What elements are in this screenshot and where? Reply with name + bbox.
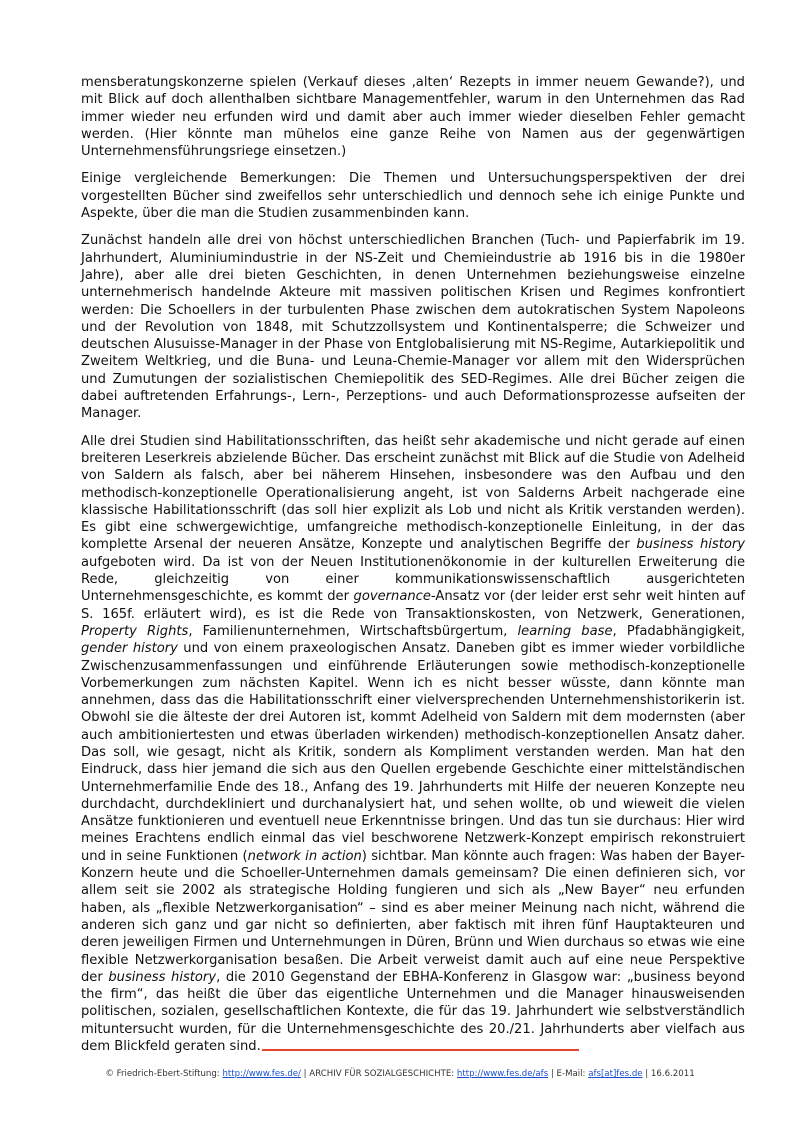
text-run: ) sichtbar. Man könnte auch fragen: Was haben der Bayer-Konzern heute und die Schoeller-Unternehmen damals gemeinsam? Die einen definieren sich, vor allem seit sie 2002 als strategische Holding fungieren und sich als „New Bayer“ neu erfunden haben, als „flexible Netzwerkorganisation“ – sind es aber meiner Meinung nach nicht, während die anderen sich ganz und gar nicht so definierten, aber faktisch mit ihren fünf Hauptakteuren und deren jeweiligen Firmen und Unternehmungen in Düren, Brünn und Wien durchaus so etwas wie eine flexible Netzwerkorganisation besaßen. Die Arbeit verweist damit auch auf eine neue Perspektive der <box>81 848 746 985</box>
text-run: Einige vergleichende Bemerkungen: Die Themen und Untersuchungsperspektiven der drei vorgestellten Bücher sind zweifellos sehr unterschiedlich und dennoch sehe ich einige Punkte und Aspekte, über die man die Studien zusammenbinden kann. <box>81 171 745 222</box>
email-link[interactable]: afs[at]fes.de <box>588 1069 643 1079</box>
italic-term: business history <box>108 969 217 985</box>
italic-term: gender history <box>81 641 178 657</box>
italic-term: governance <box>353 589 431 605</box>
text-run: Alle drei Studien sind Habilitationsschriften, das heißt sehr akademische und nicht gerade auf einen breiteren Leserkreis abzielende Bücher. Das erscheint zunächst mit Blick auf die Studie von Adelheid von Saldern als falsch, aber bei näherem Hinsehen, insbesondere was den Aufbau und den methodisch-konzeptionelle Operationalisierung angeht, ist von Salderns Arbeit nachgerade eine klassische Habilitationsschrift (das soll hier explizit als Lob und nicht als Kritik verstanden werden). Es gibt eine schwergewichtige, umfangreiche methodisch-konzeptionelle Einleitung, in der das komplette Arsenal der neueren Ansätze, Konzepte und analytischen Begriffe der <box>81 433 745 553</box>
text-run: aufgeboten wird. Da ist von der Neuen Institutionenökonomie in der kulturellen Erweiterung die Rede, gleichzeitig von einer kommunikationswissenschaftlich ausgerichteten Unternehmensgeschichte, es kommt der <box>81 554 745 605</box>
afs-website-link[interactable]: http://www.fes.de/afs <box>456 1069 549 1079</box>
text-run: -Ansatz vor (der leider erst sehr weit hinten auf S. 165f. erläutert wird), es ist die Rede von Transaktionskosten, von Netzwerk, Generationen, <box>81 589 745 622</box>
page-footer <box>0 1069 800 1079</box>
text-run: mensberatungskonzerne spielen (Verkauf dieses ‚alten‘ Rezepts in immer neuem Gewande?), und mit Blick auf doch allenthalben sichtbare Managementfehler, warum in den Unternehmen das Rad immer wieder neu erfunden wird und damit aber auch immer wieder dieselben Fehler gemacht werden. (Hier könnte man mühelos eine ganze Reihe von Namen aus der gegenwärtigen Unternehmensführungsriege einsetzen.) <box>81 75 745 160</box>
italic-term: network in action <box>247 848 362 864</box>
paragraph-3 <box>81 232 745 422</box>
text-run: und von einem praxeologischen Ansatz. Daneben gibt es immer wieder vorbildliche Zwischenzusammenfassungen und einführende Erläuterungen sowie methodisch-konzeptionelle Vorbemerkungen zum nächsten Kapitel. Wenn ich es nicht besser wüsste, dann könnte man annehmen, dass das die Habilitationsschrift einer vielversprechenden Unternehmenshistorikerin ist. Obwohl sie die älteste der drei Autoren ist, kommt Adelheid von Saldern mit dem modernsten (aber auch ambitioniertesten und etwas überladen wirkenden) methodisch-konzeptionellen Ansatz daher. Das soll, wie gesagt, nicht als Kritik, sondern als Kompliment verstanden werden. Man hat den Eindruck, dass hier jemand die sich aus den Quellen ergebende Geschichte einer mittelständischen Unternehmerfamilie Ende des 18., Anfang des 19. Jahrhunderts mit Hilfe der neueren Konzepte neu durchdacht, durchdekliniert und durchanalysiert hat, und sehen wollte, ob und wieweit die vielen Ansätze funktionieren und eventuell neue Erkenntnisse bringen. Und das tun sie durchaus: Hier wird meines Erachtens endlich einmal das viel beschworene Netzwerk-Konzept empirisch rekonstruiert und in seine Funktionen ( <box>81 641 745 864</box>
paragraph-4 <box>81 433 745 1056</box>
italic-term: Property Rights <box>81 623 189 639</box>
footer-divider <box>262 1049 579 1051</box>
text-run: Zunächst handeln alle drei von höchst unterschiedlichen Branchen (Tuch- und Papierfabrik im 19. Jahrhundert, Aluminiumindustrie in der NS-Zeit und Chemieindustrie ab 1916 bis in die 1980er Jahre), aber alle drei bieten Geschichten, in denen Unternehmen beziehungsweise einzelne unternehmerisch handelnde Akteure mit massiven politischen Krisen und Regimes konfrontiert werden: Die Schoellers in der turbulenten Phase zwischen dem autokratischen System Napoleons und der Revolution von 1848, mit Schutzzollsystem und Kontinentalsperre; die Schweizer und deutschen Alusuisse-Manager in der Phase von Entglobalisierung mit NS-Regime, Autarkiepolitik und Zweitem Weltkrieg, und die Buna- und Leuna-Chemie-Manager vor allem mit den Widersprüchen und Zumutungen der sozialistischen Chemiepolitik des SED-Regimes. Alle drei Bücher zeigen die dabei auftretenden Erfahrungs-, Lern-, Perzeptions- und auch Deformationsprozesse aufseiten der Manager. <box>81 233 745 422</box>
text-run: , die 2010 Gegenstand der EBHA-Konferenz in Glasgow war: „business beyond the firm“, das heißt die über das eigentliche Unternehmen und die Manager hinausweisenden politischen, sozialen, gesellschaftlichen Kontexte, die für das 19. Jahrhundert wie selbstverständlich mituntersucht wurden, für die Unternehmensgeschichte des 20./21. Jahrhunderts aber vielfach aus dem Blickfeld geraten sind. <box>81 969 746 1055</box>
footer-copyright: © Friedrich-Ebert-Stiftung: <box>105 1069 223 1079</box>
footer-date: | 16.6.2011 <box>642 1069 695 1079</box>
fes-website-link[interactable]: http://www.fes.de/ <box>222 1069 301 1079</box>
footer-email-label: | E-Mail: <box>548 1069 589 1079</box>
paragraph-1 <box>81 74 745 160</box>
paragraph-2 <box>81 170 745 222</box>
italic-term: learning base <box>517 623 613 639</box>
text-run: , Familienunternehmen, Wirtschaftsbürgertum, <box>188 623 518 639</box>
document-body <box>81 74 745 1065</box>
text-run: , Pfadabhängigkeit, <box>612 623 745 639</box>
footer-archive-label: | ARCHIV FÜR SOZIALGESCHICHTE: <box>300 1069 457 1079</box>
italic-term: business history <box>636 537 745 553</box>
